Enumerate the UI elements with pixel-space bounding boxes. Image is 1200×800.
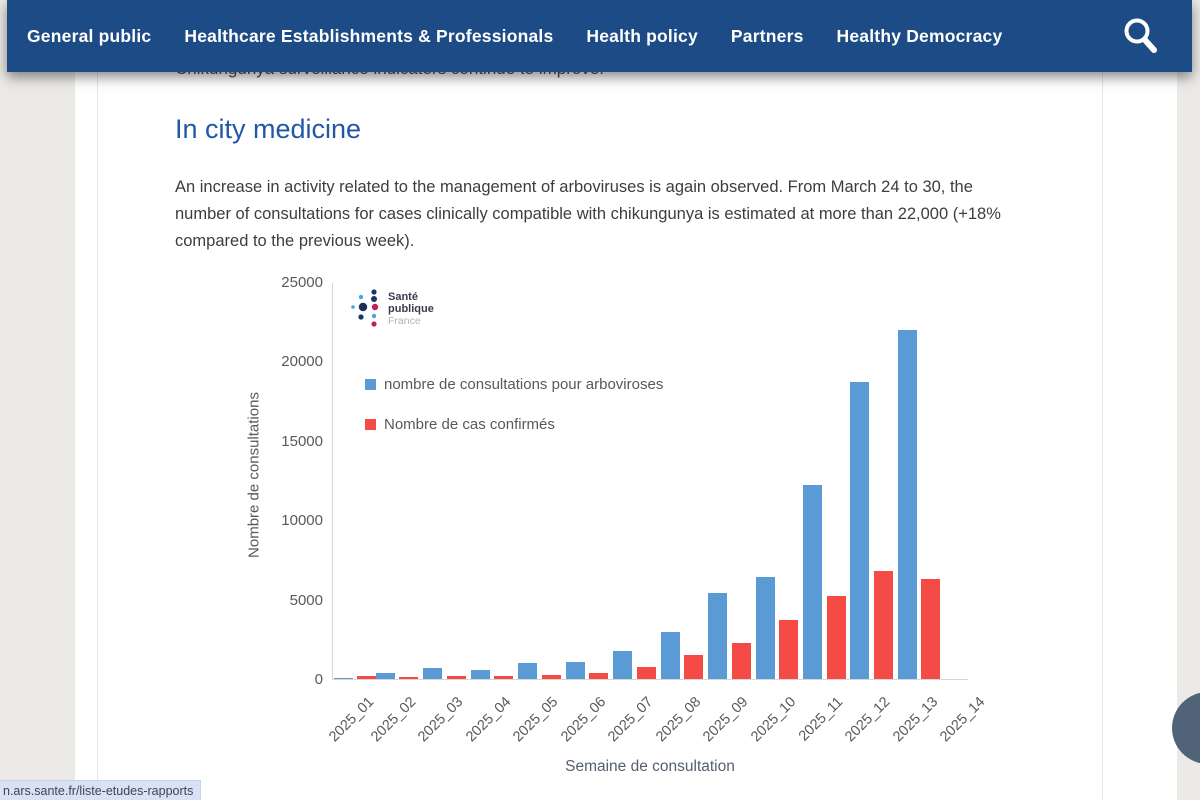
bar-consultations-2025_05 (518, 663, 537, 679)
bar-confirmed-2025_02 (399, 677, 418, 679)
bar-consultations-2025_12 (850, 382, 869, 679)
x-tick-label: 2025_11 (795, 694, 847, 745)
chart-plot-area (325, 283, 989, 746)
y-tick-label: 20000 (281, 353, 323, 371)
legend-label: nombre de consultations pour arboviroses (384, 376, 664, 393)
bar-consultations-2025_13 (898, 330, 917, 679)
x-tick-label: 2025_02 (368, 694, 420, 746)
bar-confirmed-2025_01 (357, 676, 376, 679)
bar-confirmed-2025_04 (494, 676, 513, 679)
x-tick-label: 2025_01 (325, 694, 377, 746)
bar-confirmed-2025_11 (827, 596, 846, 679)
bar-confirmed-2025_09 (732, 643, 751, 679)
nav-item-0[interactable]: General public (27, 25, 152, 46)
bar-consultations-2025_11 (803, 485, 822, 679)
y-tick-label: 15000 (281, 432, 323, 450)
nav-item-3[interactable]: Partners (730, 25, 804, 46)
bar-consultations-2025_06 (566, 662, 585, 680)
x-tick-label: 2025_13 (889, 694, 942, 746)
bar-consultations-2025_02 (376, 673, 395, 679)
section-heading: In city medicine (175, 114, 362, 144)
logo-text: Santé publique France (388, 291, 434, 327)
x-tick-label: 2025_07 (605, 694, 657, 746)
bar-consultations-2025_07 (613, 651, 632, 679)
bar-consultations-2025_03 (423, 668, 442, 679)
bar-confirmed-2025_13 (921, 579, 940, 679)
bar-confirmed-2025_12 (874, 571, 893, 679)
bar-confirmed-2025_10 (779, 620, 798, 679)
x-tick-label: 2025_03 (415, 694, 467, 746)
main-navigation-bar (7, 0, 1192, 72)
bar-confirmed-2025_06 (589, 673, 608, 679)
y-tick-label: 10000 (281, 512, 323, 530)
legend-label: Nombre de cas confirmés (384, 416, 555, 433)
x-tick-label: 2025_14 (937, 694, 989, 746)
bar-confirmed-2025_05 (542, 675, 561, 679)
nav-item-1[interactable]: Healthcare Establishments & Professionals (184, 25, 554, 46)
x-tick-label: 2025_06 (557, 694, 610, 746)
link-url-preview: n.ars.sante.fr/liste-etudes-rapports (0, 780, 201, 800)
x-tick-label: 2025_08 (652, 694, 704, 746)
y-tick-label: 5000 (289, 591, 323, 609)
bar-confirmed-2025_03 (447, 676, 466, 679)
x-tick-label: 2025_10 (747, 694, 799, 746)
bar-consultations-2025_04 (471, 670, 490, 679)
y-tick-label: 0 (314, 671, 323, 688)
x-tick-label: 2025_05 (510, 694, 562, 746)
consultations-bar-chart (245, 275, 990, 787)
bar-consultations-2025_09 (708, 593, 727, 679)
bar-confirmed-2025_08 (684, 655, 703, 679)
x-tick-label: 2025_09 (700, 694, 752, 746)
chart-x-axis-title: Semaine de consultation (565, 758, 735, 775)
search-icon (1121, 16, 1159, 56)
nav-item-2[interactable]: Health policy (586, 25, 698, 46)
bar-consultations-2025_08 (661, 632, 680, 679)
chart-y-axis-title: Nombre de consultations (245, 392, 263, 558)
nav-item-4[interactable]: Healthy Democracy (836, 25, 1003, 46)
y-tick-label: 25000 (281, 274, 323, 291)
search-button[interactable] (1120, 15, 1160, 57)
x-tick-label: 2025_04 (462, 694, 515, 746)
bar-consultations-2025_01 (334, 678, 353, 679)
article-paragraph: An increase in activity related to the management of arboviruses is again observed. From March 24 to 30, the number of consultations for cases clinically compatible with chikungunya is estimated at more than 22,000 (+18% compared to the previous week). (175, 178, 1001, 250)
bar-confirmed-2025_07 (637, 667, 656, 679)
x-tick-label: 2025_12 (842, 694, 894, 746)
bar-consultations-2025_10 (756, 577, 775, 679)
